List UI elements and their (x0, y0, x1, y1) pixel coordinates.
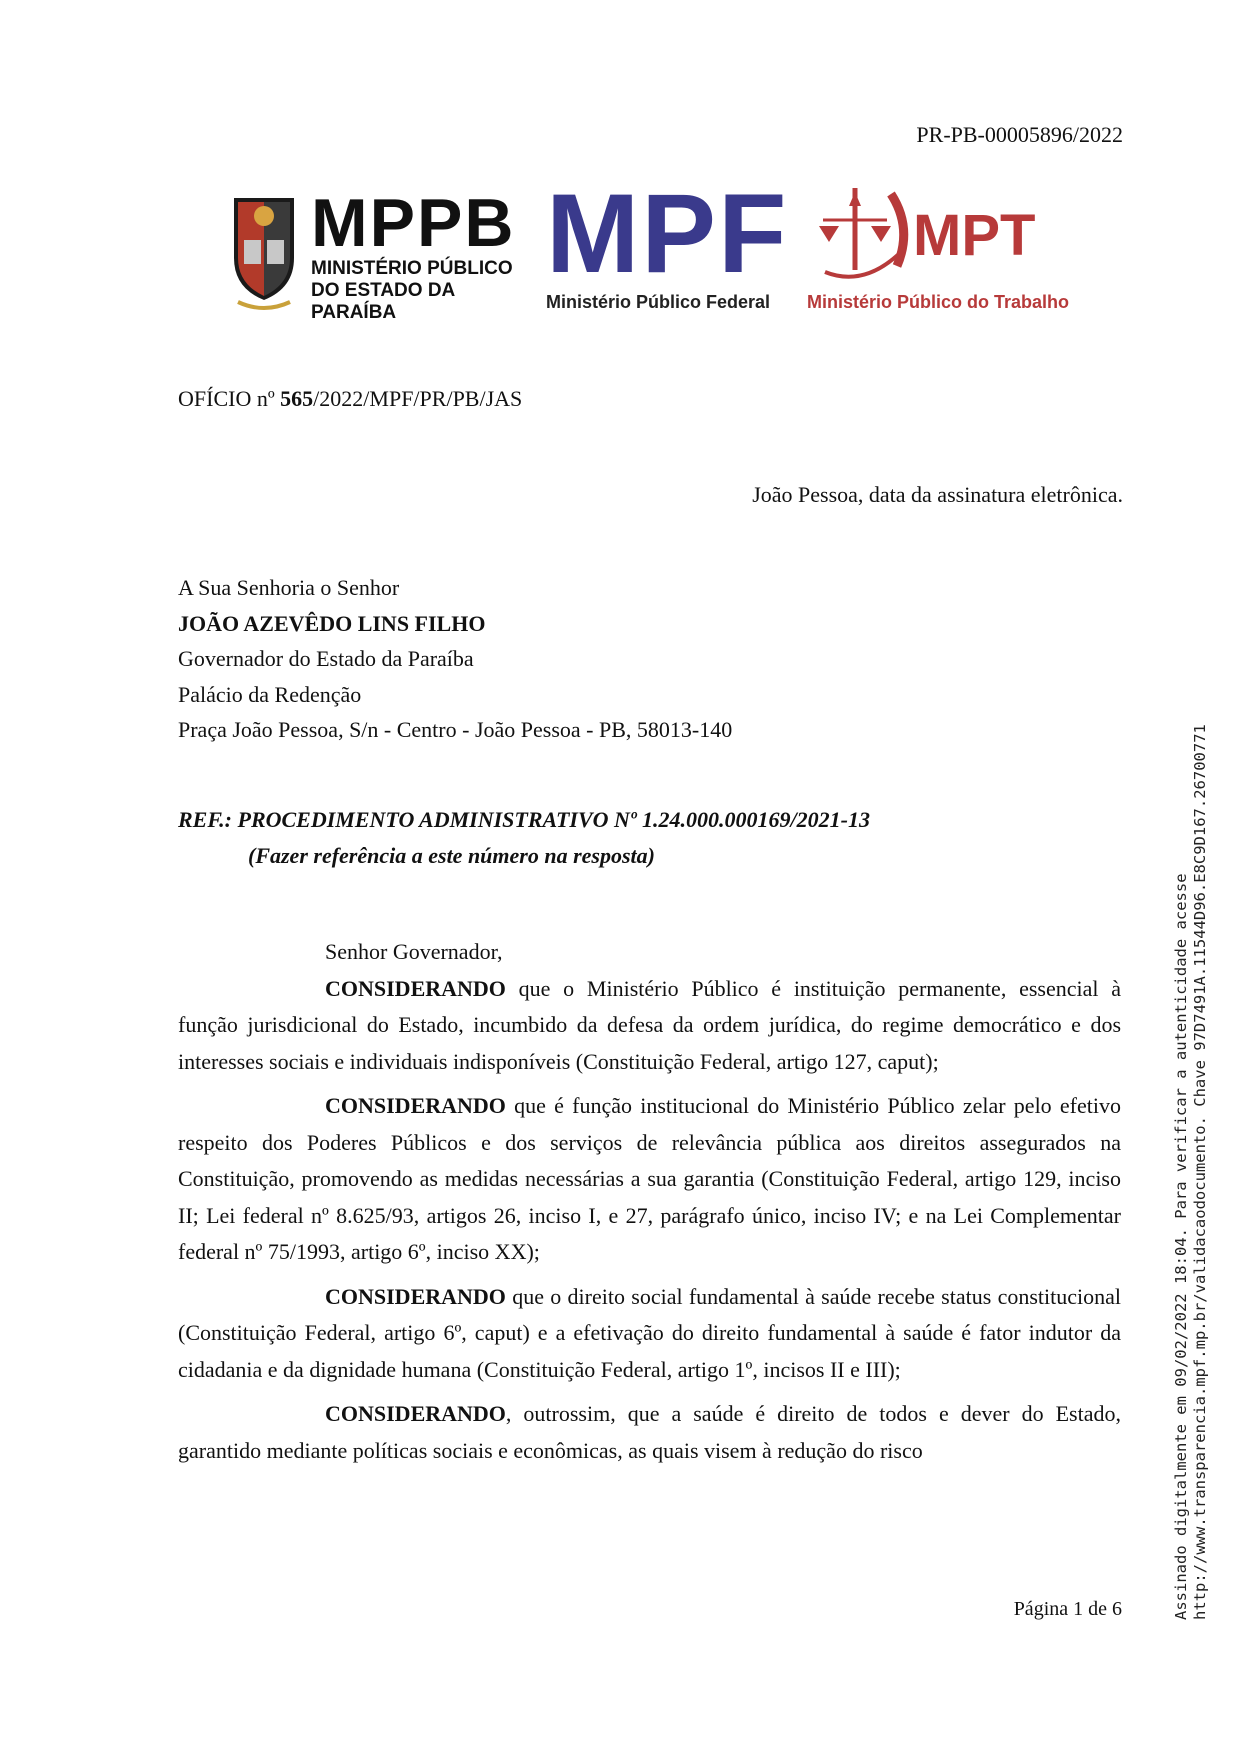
paragraph-text: que o direito social fundamental à saúde recebe status constitucional (Constituição Federal, artigo 6º, caput) e a efetivação do direito fundamental à saúde é fator indutor da cidadania e da dignidade humana (Constituição Federal, artigo 1º, incisos II e III); (178, 1283, 1121, 1382)
signature-note-line1: Assinado digitalmente em 09/02/2022 18:04. Para verificar a autenticidade acesse (1172, 873, 1190, 1620)
reference-block (178, 802, 870, 874)
digital-signature-note (1172, 724, 1224, 1620)
recipient-name: JOÃO AZEVÊDO LINS FILHO (178, 610, 486, 636)
header-logos (228, 171, 1088, 330)
mppb-logo (228, 185, 528, 323)
city-date: João Pessoa, data da assinatura eletrônica. (752, 482, 1123, 507)
paragraph-lead: CONSIDERANDO (325, 975, 506, 1001)
paragraph-3 (178, 1279, 1121, 1389)
paragraph-text: que é função institucional do Ministério Público zelar pelo efetivo respeito dos Poderes Públicos e dos serviços de relevância pública aos direitos assegurados na Constituição, promovendo as medidas necessárias a sua garantia (Constituição Federal, artigo 129, inciso II; Lei federal nº 8.625/93, artigos 26, inciso I, e 27, parágrafo único, inciso IV; e na Lei Complementar federal nº 75/1993, artigo 6º, inciso XX); (178, 1093, 1121, 1264)
mpf-acronym: MPF (546, 171, 789, 296)
greeting: Senhor Governador, (325, 939, 503, 964)
page-number: Página 1 de 6 (1013, 1598, 1122, 1620)
mpf-logo (546, 171, 789, 320)
recipient-address: Praça João Pessoa, S/n - Centro - João Pessoa - PB, 58013-140 (178, 717, 733, 742)
reference-line2: (Fazer referência a este número na resposta) (248, 843, 655, 868)
recipient-title: Governador do Estado da Paraíba (178, 646, 474, 671)
oficio-suffix: /2022/MPF/PR/PB/JAS (313, 386, 523, 411)
paragraph-lead: CONSIDERANDO (325, 1401, 506, 1426)
paragraph-1 (178, 971, 1121, 1081)
reference-line1: REF.: PROCEDIMENTO ADMINISTRATIVO Nº 1.24.000.000169/2021-13 (178, 807, 870, 832)
signature-note-line2: http://www.transparencia.mpf.mp.br/validacaodocumento. Chave 97D7491A.11544D96.E8C9D167.26700771 (1191, 724, 1209, 1620)
protocol-number: PR-PB-00005896/2022 (916, 122, 1123, 147)
recipient-block (178, 570, 732, 748)
mppb-subtitle-line2: DO ESTADO DA PARAÍBA (311, 280, 455, 323)
mpt-subtitle: Ministério Público do Trabalho (807, 292, 1070, 312)
mppb-acronym: MPPB (311, 185, 516, 261)
mpt-acronym: MPT (913, 203, 1036, 268)
mppb-text (311, 185, 528, 324)
mpt-scales-icon (805, 180, 915, 290)
oficio-number (178, 386, 522, 412)
mpt-logo (805, 180, 1095, 320)
oficio-prefix: OFÍCIO nº (178, 386, 281, 411)
mppb-coat-of-arms-icon (228, 188, 300, 316)
mpf-subtitle: Ministério Público Federal (546, 292, 771, 312)
paragraph-4 (178, 1396, 1121, 1469)
recipient-place: Palácio da Redenção (178, 681, 362, 707)
letter-body (178, 934, 1121, 1477)
mppb-subtitle-line1: MINISTÉRIO PÚBLICO (311, 258, 513, 279)
oficio-number-value: 565 (280, 386, 314, 411)
paragraph-lead: CONSIDERANDO (325, 1283, 506, 1309)
paragraph-lead: CONSIDERANDO (325, 1093, 506, 1118)
paragraph-2 (178, 1088, 1121, 1271)
paragraph-text: , outrossim, que a saúde é direito de todos e dever do Estado, garantido mediante políticas sociais e econômicas, as quais visem à redução do risco (178, 1401, 1121, 1463)
recipient-salutation: A Sua Senhoria o Senhor (178, 575, 400, 600)
paragraph-text: que o Ministério Público é instituição permanente, essencial à função jurisdicional do Estado, incumbido da defesa da ordem jurídica, do regime democrático e dos interesses sociais e individuais indisponíveis (Constituição Federal, artigo 127, caput); (178, 975, 1121, 1074)
